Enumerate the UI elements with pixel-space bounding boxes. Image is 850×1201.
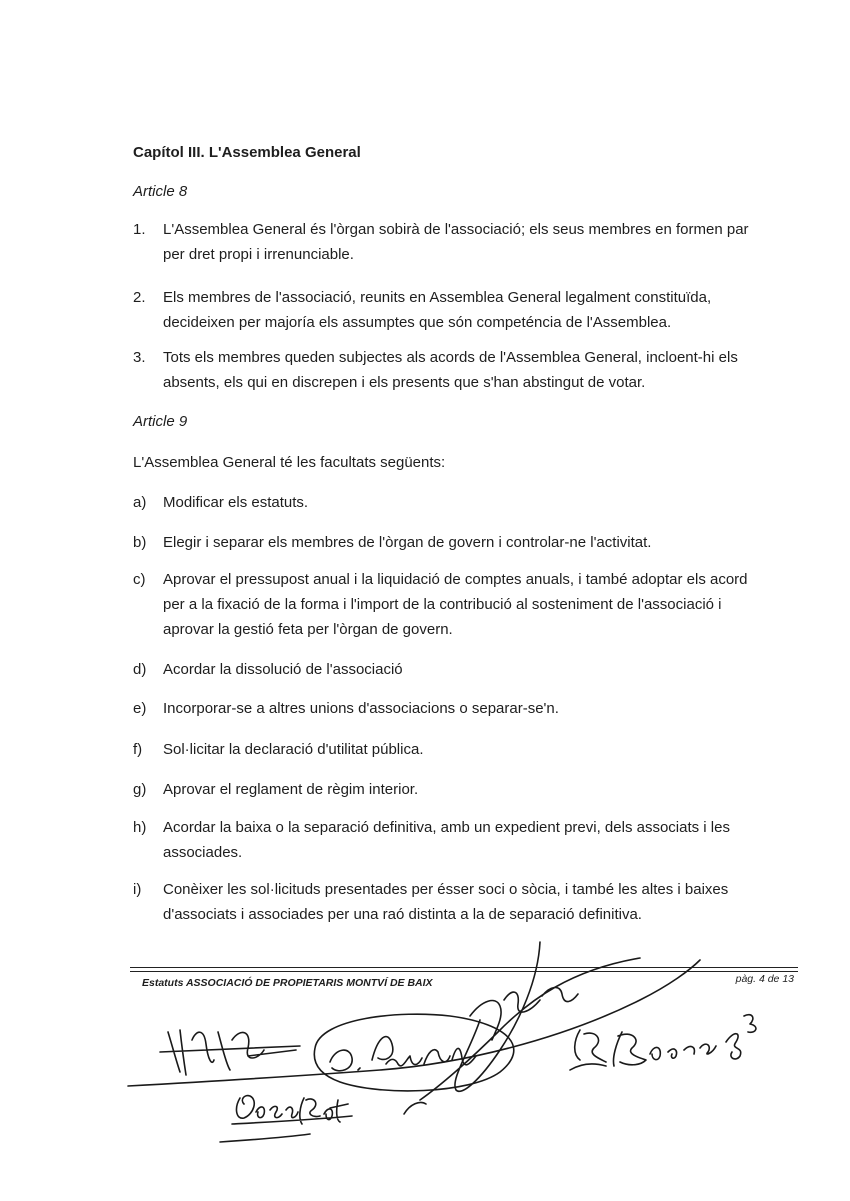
- item-marker: 3.: [133, 349, 146, 366]
- article-8-item-2: [133, 285, 773, 335]
- article-9-heading: Article 9: [133, 413, 188, 430]
- footer-rule-thin: [130, 971, 798, 972]
- item-text: Incorporar-se a altres unions d'associacions o separar-se'n.: [163, 700, 559, 717]
- item-marker: i): [133, 881, 142, 898]
- article-9-item-f: [133, 737, 773, 762]
- article-9-item-e: [133, 696, 773, 721]
- item-marker: d): [133, 661, 147, 678]
- item-text: Acordar la baixa o la separació definitiva, amb un expedient previ, dels associats i les associades.: [163, 819, 730, 861]
- item-text: Acordar la dissolució de l'associació: [163, 661, 403, 678]
- article-9-item-g: [133, 777, 773, 802]
- item-text: Tots els membres queden subjectes als acords de l'Assemblea General, incloent-hi els absents, els qui en discrepen i els presents que s'han abstingut de votar.: [163, 349, 738, 391]
- item-marker: 1.: [133, 221, 146, 238]
- article-9-item-c: [133, 567, 773, 642]
- signature-3: [420, 942, 640, 1100]
- article-9-item-d: [133, 657, 773, 682]
- signature-6: [404, 1102, 426, 1114]
- item-marker: e): [133, 700, 147, 717]
- item-marker: f): [133, 741, 143, 758]
- signature-2: [330, 1037, 476, 1071]
- chapter-title: Capítol III. L'Assemblea General: [133, 144, 361, 161]
- article-9-item-a: [133, 490, 773, 515]
- article-9-item-h: [133, 815, 773, 865]
- item-marker: b): [133, 534, 147, 551]
- article-9-intro: L'Assemblea General té les facultats següents:: [133, 454, 446, 471]
- item-text: Els membres de l'associació, reunits en Assemblea General legalment constituïda, decideixen per majoría els assumptes que són competéncia de l'Assemblea.: [163, 289, 712, 331]
- item-marker: h): [133, 819, 147, 836]
- item-marker: g): [133, 781, 147, 798]
- item-marker: a): [133, 494, 147, 511]
- footer-page-number: pàg. 4 de 13: [735, 973, 794, 985]
- item-text: Sol·licitar la declaració d'utilitat pública.: [163, 741, 424, 758]
- article-8-item-1: [133, 217, 773, 267]
- item-text: L'Assemblea General és l'òrgan sobirà de l'associació; els seus membres en formen par per dret propi i irrenunciable.: [163, 221, 749, 263]
- item-text: Conèixer les sol·licituds presentades per ésser soci o sòcia, i també les altes i baixes d'associats i associades per una raó distinta a la de separació definitiva.: [163, 881, 729, 923]
- signature-5: [220, 1096, 352, 1142]
- signature-1: [160, 1030, 300, 1075]
- item-text: Aprovar el reglament de règim interior.: [163, 781, 419, 798]
- item-text: Aprovar el pressupost anual i la liquidació de comptes anuals, i també adoptar els acord per a la fixació de la forma i l'import de la contribució al sosteniment de l'associació i aprovar la gestió feta per l'òrgan de govern.: [163, 571, 748, 638]
- footer-rule: [130, 967, 798, 968]
- item-text: Modificar els estatuts.: [163, 494, 309, 511]
- item-marker: 2.: [133, 289, 146, 306]
- article-8-item-3: [133, 345, 773, 395]
- signature-4: [570, 1015, 756, 1070]
- item-text: Elegir i separar els membres de l'òrgan de govern i controlar-ne l'activitat.: [163, 534, 652, 551]
- signature-2-oval: [314, 1014, 514, 1091]
- footer-document-title: Estatuts ASSOCIACIÓ DE PROPIETARIS MONTVÍ DE BAIX: [142, 977, 433, 989]
- item-marker: c): [133, 571, 146, 588]
- article-8-heading: Article 8: [133, 183, 188, 200]
- article-9-item-b: [133, 530, 773, 555]
- article-9-item-i: [133, 877, 773, 927]
